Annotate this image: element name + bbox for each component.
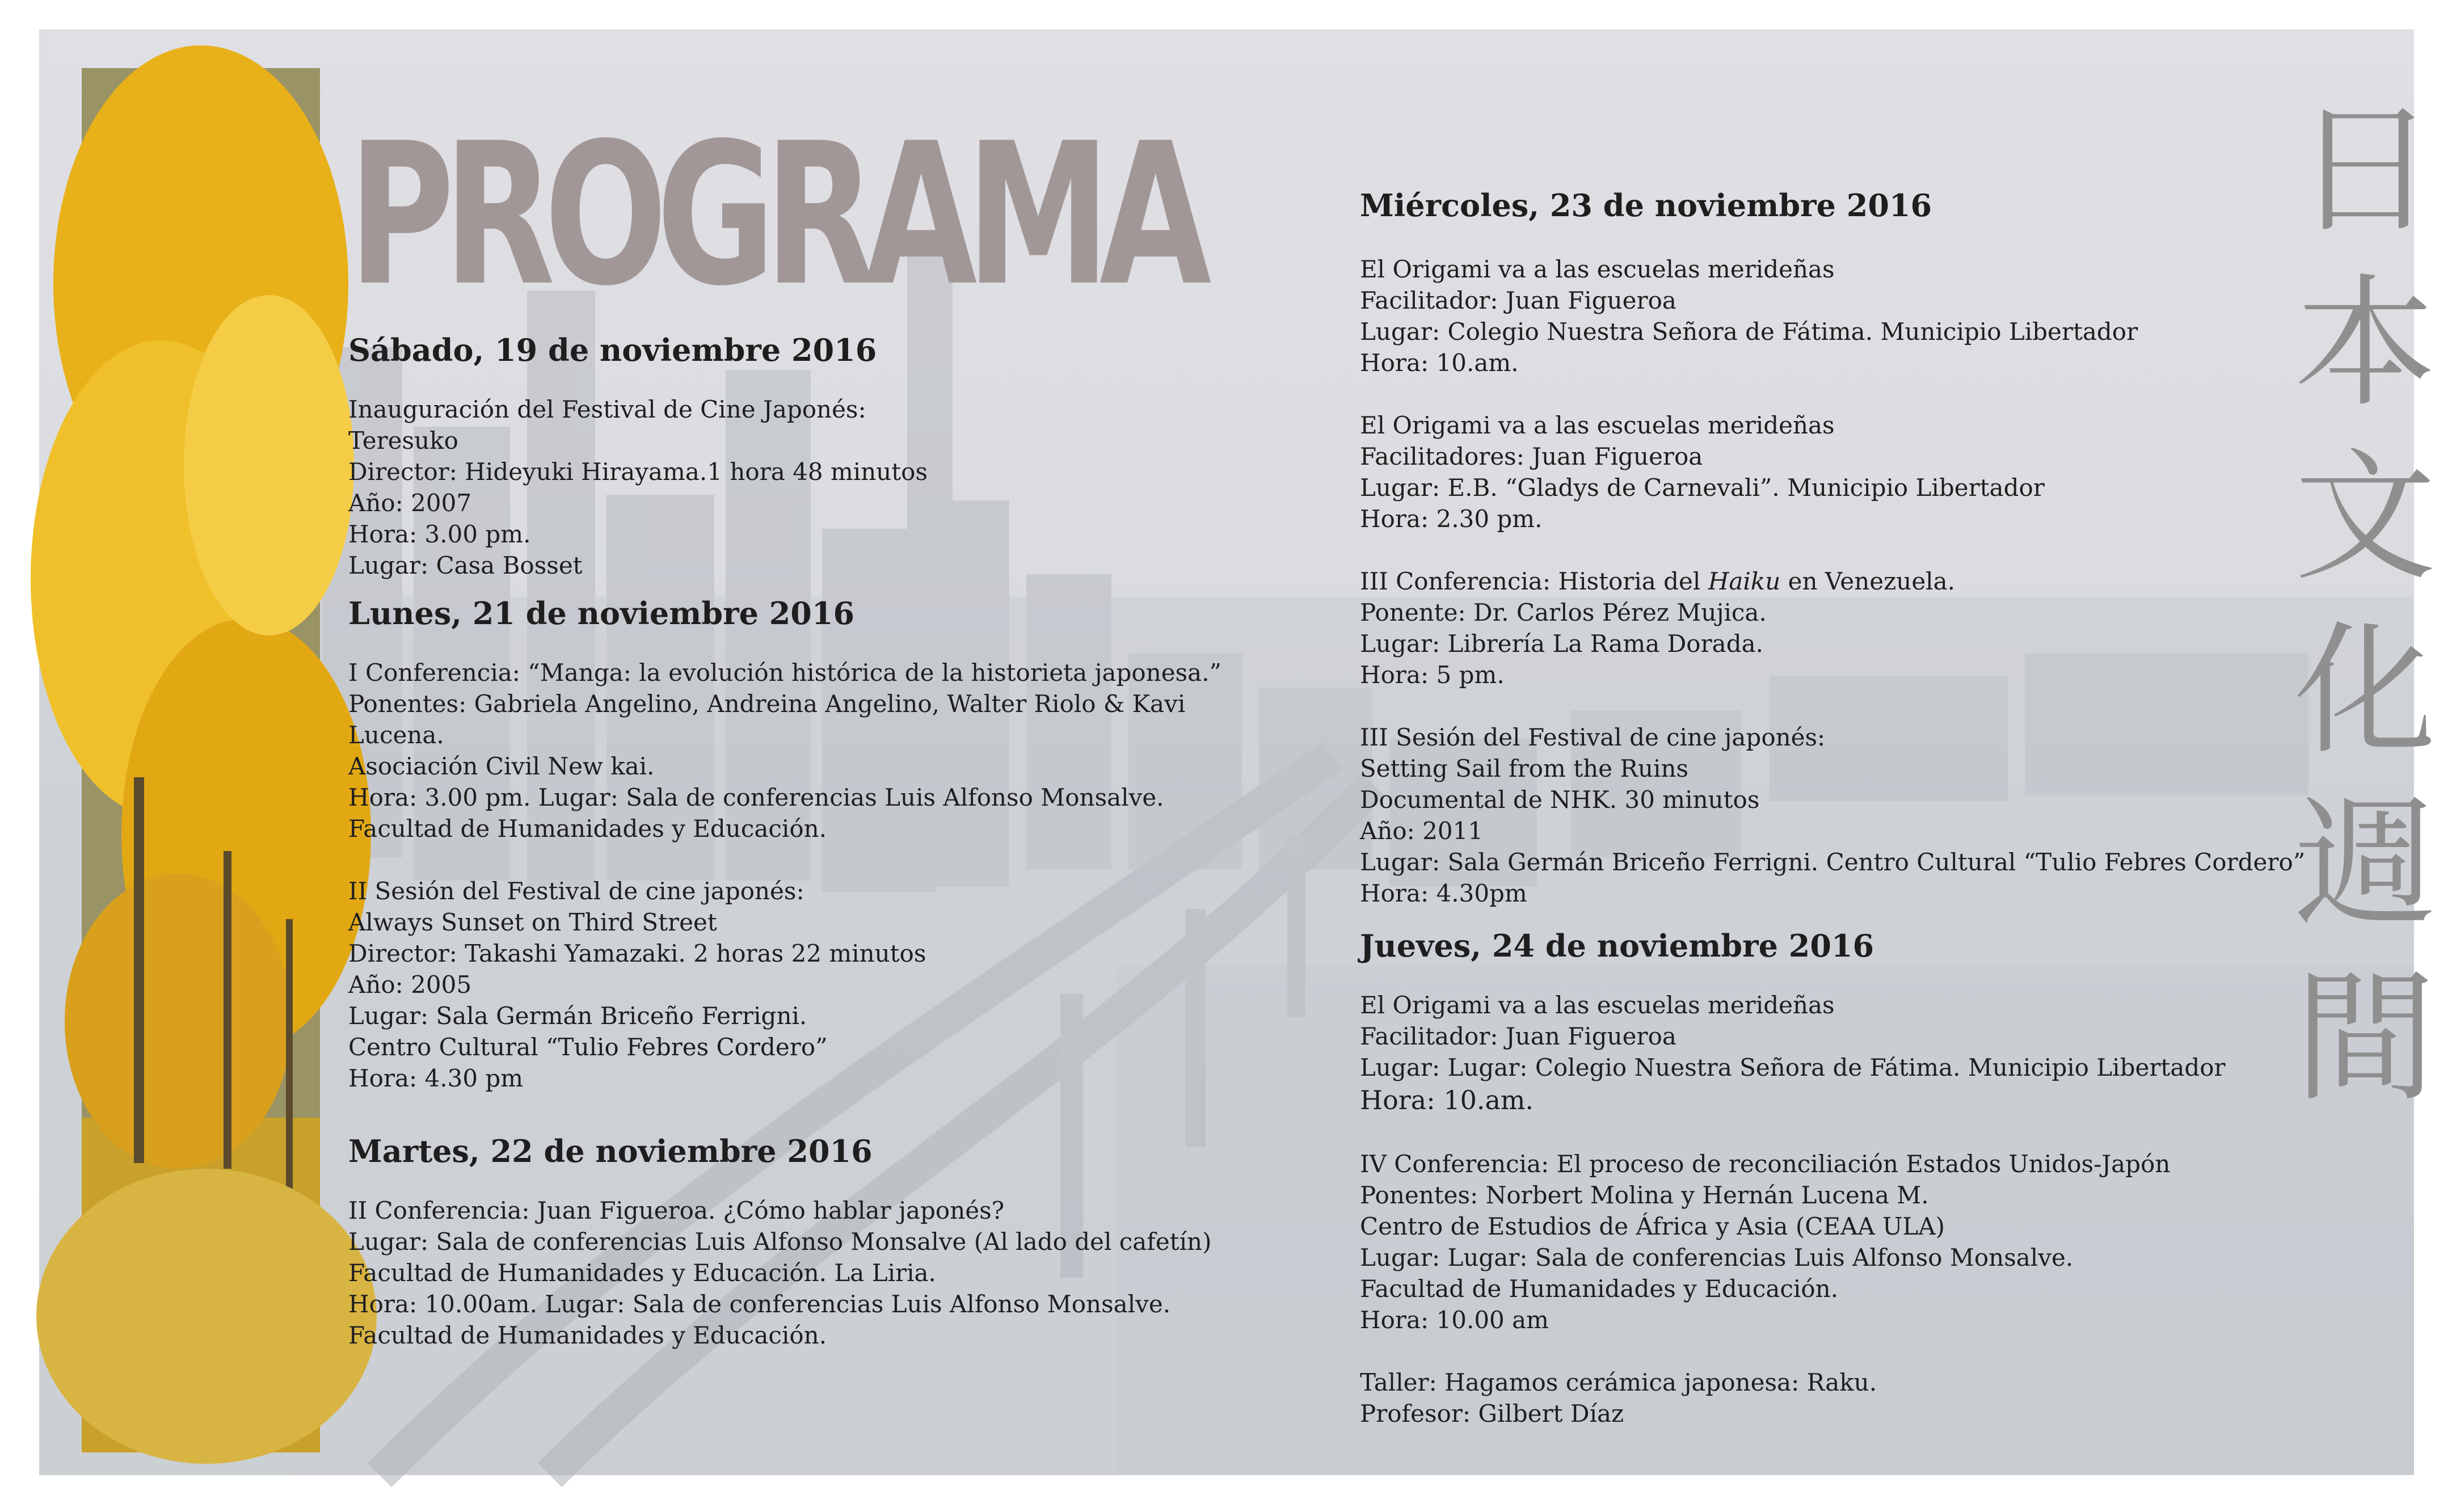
event-line: Año: 2005 xyxy=(348,971,472,999)
event-line: Lugar: Sala Germán Briceño Ferrigni. xyxy=(348,1002,807,1030)
event-line: III Conferencia: Historia del Haiku en Venezuela. xyxy=(1360,567,1955,595)
ginkgo-tree-photo xyxy=(82,68,320,1452)
event-line: Hora: 10.00am. Lugar: Sala de conferencias Luis Alfonso Monsalve. xyxy=(348,1290,1171,1318)
event-line: Setting Sail from the Ruins xyxy=(1360,755,1689,782)
event-line: II Conferencia: Juan Figueroa. ¿Cómo hablar japonés? xyxy=(348,1197,1005,1224)
day-heading: Sábado, 19 de noviembre 2016 xyxy=(348,332,877,368)
vertical-japanese-title xyxy=(2274,83,2456,1125)
event-line: Lugar: Lugar: Colegio Nuestra Señora de Fátima. Municipio Libertador xyxy=(1360,1054,2226,1081)
event-line: Centro de Estudios de África y Asia (CEAA ULA) xyxy=(1360,1212,1945,1240)
event-line: Inauguración del Festival de Cine Japonés: xyxy=(348,395,866,423)
event-line: Hora: 4.30 pm xyxy=(348,1064,524,1092)
kanji-char: 本 xyxy=(2294,261,2436,426)
event-line: Ponente: Dr. Carlos Pérez Mujica. xyxy=(1360,599,1767,626)
day-heading: Miércoles, 23 de noviembre 2016 xyxy=(1360,187,1932,224)
event-block xyxy=(1360,722,2324,909)
event-line: Director: Hideyuki Hirayama.1 hora 48 minutos xyxy=(348,458,928,486)
event-block xyxy=(348,394,1313,581)
kanji-char: 間 xyxy=(2294,955,2436,1121)
kanji-char: 化 xyxy=(2294,608,2436,773)
event-line: Always Sunset on Third Street xyxy=(348,908,717,936)
event-block xyxy=(1360,410,2324,534)
event-block xyxy=(1360,566,2324,690)
event-block xyxy=(1360,1148,2324,1336)
day-heading: Martes, 22 de noviembre 2016 xyxy=(348,1133,873,1169)
kanji-char: 週 xyxy=(2294,782,2436,947)
kanji-char: 文 xyxy=(2294,435,2436,600)
event-line: Lugar: Sala de conferencias Luis Alfonso Monsalve (Al lado del cafetín) xyxy=(348,1228,1212,1256)
event-block xyxy=(1360,989,2324,1117)
event-line: Lugar: Casa Bosset xyxy=(348,551,583,579)
event-line: El Origami va a las escuelas merideñas xyxy=(1360,991,1835,1019)
event-line: Lugar: Lugar: Sala de conferencias Luis Alfonso Monsalve. xyxy=(1360,1244,2074,1271)
event-line: Asociación Civil New kai. xyxy=(348,752,655,780)
schedule-column-left xyxy=(348,330,1313,1351)
event-line: Hora: 2.30 pm. xyxy=(1360,505,1543,533)
event-line: Taller: Hagamos cerámica japonesa: Raku. xyxy=(1360,1368,1877,1396)
event-line: Lucena. xyxy=(348,721,444,749)
event-line: IV Conferencia: El proceso de reconciliación Estados Unidos-Japón xyxy=(1360,1150,2171,1178)
event-line: Lugar: E.B. “Gladys de Carnevali”. Municipio Libertador xyxy=(1360,474,2045,502)
day-heading: Lunes, 21 de noviembre 2016 xyxy=(348,595,855,631)
schedule-column-right xyxy=(1360,186,2324,1429)
event-line: Profesor: Gilbert Díaz xyxy=(1360,1400,1624,1427)
event-line: Facilitador: Juan Figueroa xyxy=(1360,287,1676,314)
event-line: Hora: 4.30pm xyxy=(1360,879,1527,907)
event-line: Hora: 10.am. xyxy=(1360,1085,1534,1115)
event-line: Facilitadores: Juan Figueroa xyxy=(1360,443,1703,470)
event-line: Hora: 10.00 am xyxy=(1360,1306,1549,1334)
event-line: II Sesión del Festival de cine japonés: xyxy=(348,877,804,905)
page-title: PROGRAMA xyxy=(348,102,1201,329)
event-line: Teresuko xyxy=(348,427,458,454)
kanji-char: 日 xyxy=(2294,87,2436,252)
event-block xyxy=(1360,254,2324,378)
event-block xyxy=(348,1195,1313,1351)
event-line: El Origami va a las escuelas merideñas xyxy=(1360,411,1835,439)
event-line: El Origami va a las escuelas merideñas xyxy=(1360,255,1835,283)
event-line: Documental de NHK. 30 minutos xyxy=(1360,786,1760,814)
program-poster xyxy=(39,30,2436,1475)
event-block xyxy=(348,657,1313,844)
event-line: Facultad de Humanidades y Educación. xyxy=(1360,1275,1839,1303)
event-line: I Conferencia: “Manga: la evolución histórica de la historieta japonesa.” xyxy=(348,659,1222,686)
event-line: Lugar: Colegio Nuestra Señora de Fátima. Municipio Libertador xyxy=(1360,318,2138,346)
event-line: Ponentes: Gabriela Angelino, Andreina Angelino, Walter Riolo & Kavi xyxy=(348,690,1186,718)
event-line: Centro Cultural “Tulio Febres Cordero” xyxy=(348,1033,828,1061)
day-heading: Jueves, 24 de noviembre 2016 xyxy=(1360,928,1874,964)
event-line: Director: Takashi Yamazaki. 2 horas 22 minutos xyxy=(348,940,926,967)
event-line: Hora: 3.00 pm. Lugar: Sala de conferencias Luis Alfonso Monsalve. xyxy=(348,784,1164,811)
event-line: Facultad de Humanidades y Educación. La Liria. xyxy=(348,1259,936,1287)
event-line: Hora: 5 pm. xyxy=(1360,661,1505,689)
event-block xyxy=(1360,1367,2324,1429)
event-line: III Sesión del Festival de cine japonés: xyxy=(1360,723,1826,751)
event-line: Hora: 10.am. xyxy=(1360,349,1519,377)
event-line: Facilitador: Juan Figueroa xyxy=(1360,1022,1676,1050)
event-line: Año: 2007 xyxy=(348,489,472,517)
event-line: Facultad de Humanidades y Educación. xyxy=(348,815,827,843)
event-line: Año: 2011 xyxy=(1360,817,1484,845)
event-line: Lugar: Sala Germán Briceño Ferrigni. Centro Cultural “Tulio Febres Cordero” xyxy=(1360,848,2306,876)
event-line: Hora: 3.00 pm. xyxy=(348,520,531,548)
event-line: Lugar: Librería La Rama Dorada. xyxy=(1360,630,1763,658)
event-line: Ponentes: Norbert Molina y Hernán Lucena M. xyxy=(1360,1181,1929,1209)
event-line: Facultad de Humanidades y Educación. xyxy=(348,1321,827,1349)
event-block xyxy=(348,875,1313,1094)
